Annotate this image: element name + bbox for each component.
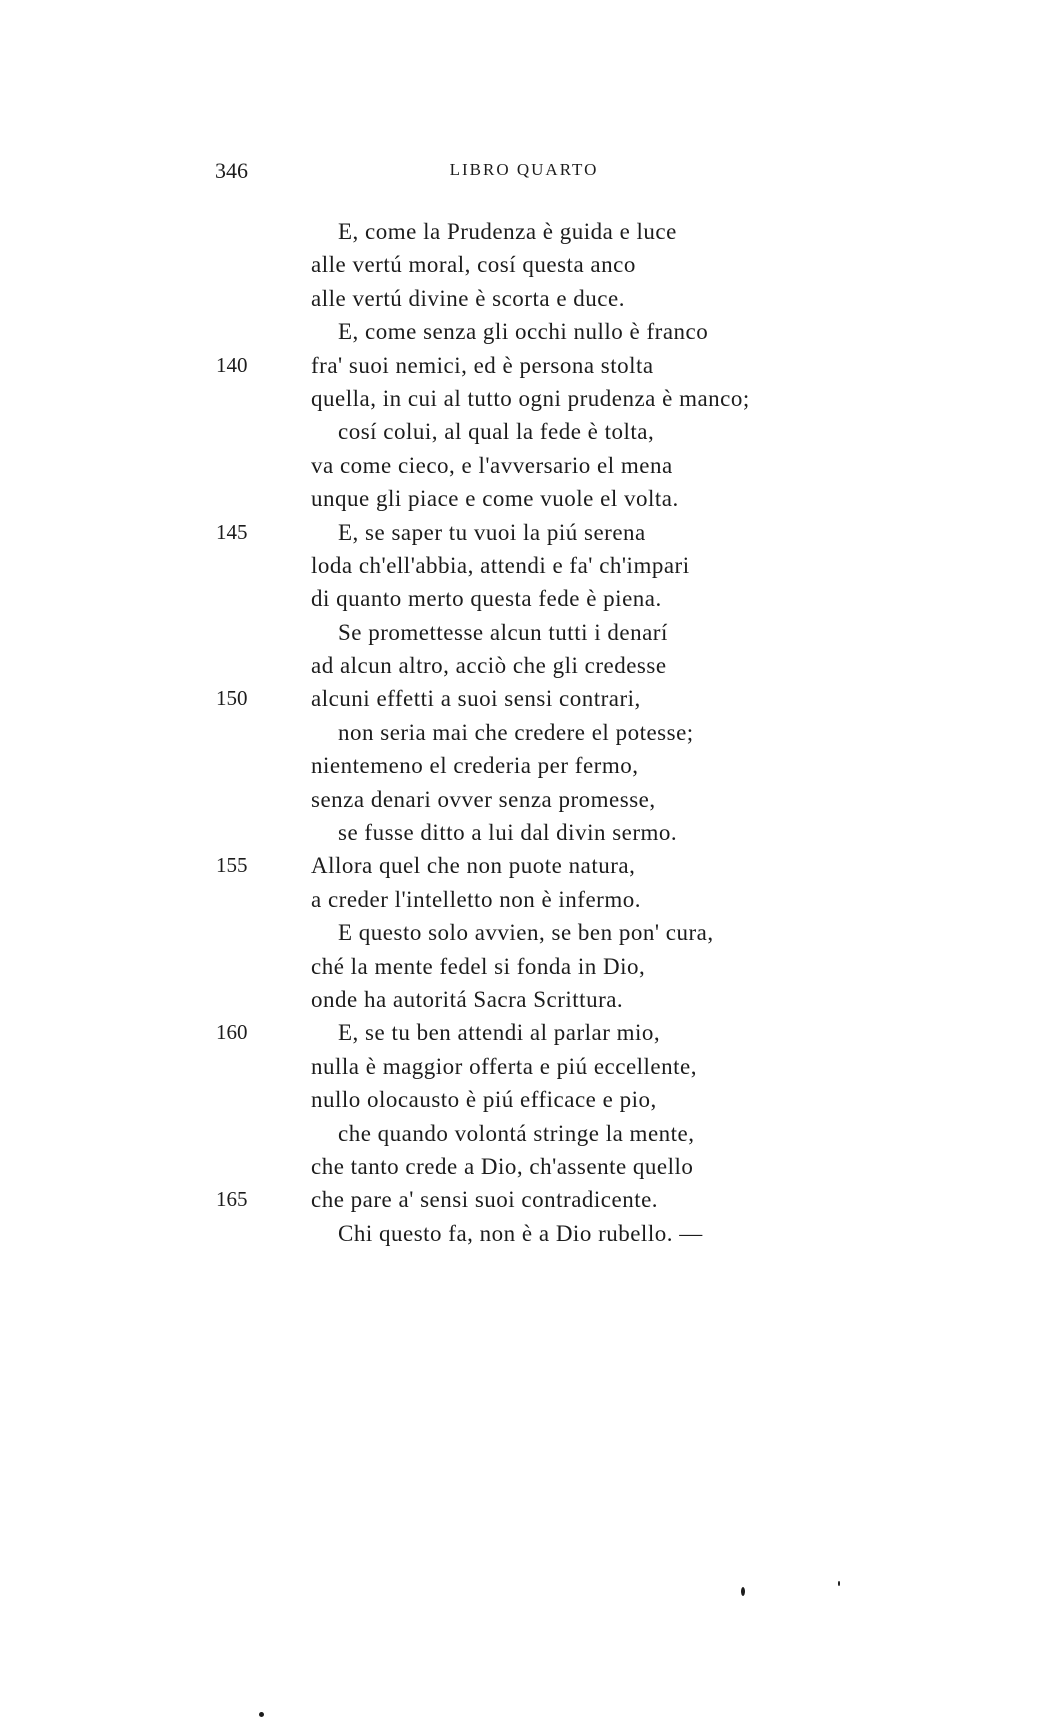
verse-text: che tanto crede a Dio, ch'assente quello [311,1153,694,1179]
verse-line [0,315,1048,348]
line-number: 165 [216,1187,248,1212]
line-number: 140 [216,352,248,377]
verse-text: Allora quel che non puote natura, [311,853,636,879]
verse-text: nientemeno el crederia per fermo, [311,753,639,779]
verse-text: E questo solo avvien, se ben pon' cura, [338,920,714,946]
poem-text [0,215,1048,1250]
verse-line [0,282,1048,315]
verse-text: alcuni effetti a suoi sensi contrari, [311,686,641,712]
verse-text: di quanto merto questa fede è piena. [311,586,662,612]
verse-line [0,1083,1048,1116]
verse-line [0,783,1048,816]
verse-line [0,582,1048,615]
running-head: LIBRO QUARTO [449,160,599,179]
verse-line [0,482,1048,515]
verse-line [0,749,1048,782]
verse-line [0,1050,1048,1083]
ink-speck [838,1581,840,1586]
verse-text: E, se tu ben attendi al parlar mio, [338,1020,661,1046]
verse-text: onde ha autoritá Sacra Scrittura. [311,986,624,1012]
verse-text: loda ch'ell'abbia, attendi e fa' ch'impari [311,552,690,578]
verse-text: quella, in cui al tutto ogni prudenza è manco; [311,385,750,411]
line-number: 160 [216,1020,248,1045]
verse-text: a creder l'intelletto non è infermo. [311,886,641,912]
verse-text: va come cieco, e l'avversario el mena [311,452,673,478]
verse-line [0,682,1048,715]
verse-text: nulla è maggior offerta e piú eccellente, [311,1053,697,1079]
verse-text: che pare a' sensi suoi contradicente. [311,1187,659,1213]
verse-text: senza denari ovver senza promesse, [311,786,656,812]
verse-text: fra' suoi nemici, ed è persona stolta [311,352,654,378]
verse-text: Se promettesse alcun tutti i denarí [338,619,668,645]
verse-text: Chi questo fa, non è a Dio rubello. — [338,1220,703,1246]
verse-line [0,549,1048,582]
verse-line [0,816,1048,849]
line-number: 155 [216,853,248,878]
verse-line [0,415,1048,448]
verse-line [0,916,1048,949]
line-number: 150 [216,686,248,711]
verse-line [0,849,1048,882]
verse-line [0,248,1048,281]
verse-line [0,516,1048,549]
verse-line [0,349,1048,382]
verse-text: E, come la Prudenza è guida e luce [338,219,677,244]
ink-speck [741,1587,745,1596]
verse-line [0,649,1048,682]
verse-line [0,382,1048,415]
line-number: 145 [216,519,248,544]
verse-line [0,883,1048,916]
verse-text: E, come senza gli occhi nullo è franco [338,319,709,345]
verse-text: che quando volontá stringe la mente, [338,1120,695,1146]
verse-text: alle vertú divine è scorta e duce. [311,285,625,311]
verse-text: cosí colui, al qual la fede è tolta, [338,419,655,445]
verse-line [0,1150,1048,1183]
verse-text: nullo olocausto è piú efficace e pio, [311,1087,657,1113]
verse-line [0,1217,1048,1250]
verse-line [0,983,1048,1016]
verse-line [0,449,1048,482]
verse-text: se fusse ditto a lui dal divin sermo. [338,820,678,846]
page-number: 346 [215,158,248,183]
verse-line [0,616,1048,649]
ink-speck [259,1712,264,1717]
verse-text: ché la mente fedel si fonda in Dio, [311,953,646,979]
verse-text: non seria mai che credere el potesse; [338,719,694,745]
verse-text: alle vertú moral, cosí questa anco [311,252,636,278]
verse-line [0,1183,1048,1216]
verse-text: E, se saper tu vuoi la piú serena [338,519,646,545]
verse-line [0,716,1048,749]
verse-text: ad alcun altro, acciò che gli credesse [311,653,667,679]
verse-text: unque gli piace e come vuole el volta. [311,486,679,512]
verse-line [0,1016,1048,1049]
verse-line [0,950,1048,983]
verse-line [0,215,1048,248]
verse-line [0,1117,1048,1150]
